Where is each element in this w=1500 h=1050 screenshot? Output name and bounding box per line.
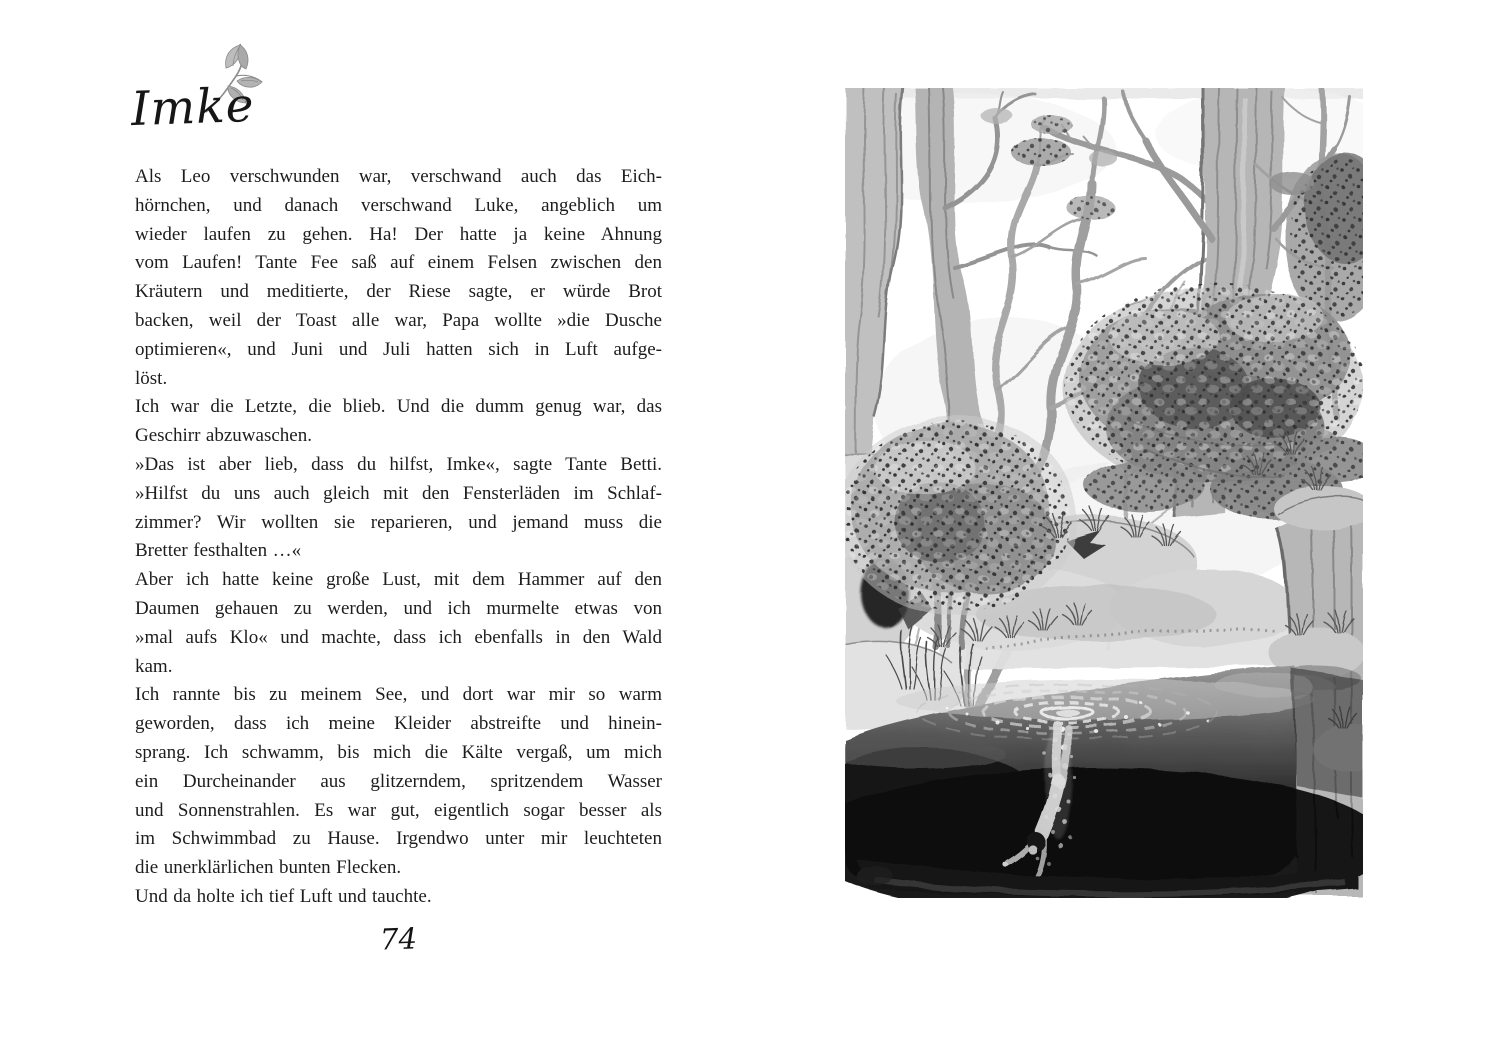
text-line: optimieren«, und Juni und Juli hatten sich in Luft aufge-	[135, 338, 662, 360]
text-line: Ich war die Letzte, die blieb. Und die dumm genug war, das	[135, 396, 662, 418]
text-line: Ich rannte bis zu meinem See, und dort war mir so warm	[135, 684, 662, 706]
text-line: »Das ist aber lieb, dass du hilfst, Imke«, sagte Tante Betti.	[135, 453, 662, 475]
text-line: Aber ich hatte keine große Lust, mit dem Hammer auf den	[135, 569, 662, 591]
text-line: geworden, dass ich meine Kleider abstreifte und hinein-	[135, 713, 662, 735]
text-line: Als Leo verschwunden war, verschwand auch das Eich-	[135, 166, 662, 187]
text-line: Daumen gehauen zu werden, und ich murmelte etwas von	[135, 597, 662, 619]
paragraph	[135, 566, 662, 681]
paragraph	[135, 681, 662, 883]
chapter-header	[0, 0, 750, 160]
text-line: Und da holte ich tief Luft und tauchte.	[135, 885, 432, 907]
text-line: kam.	[135, 655, 173, 677]
text-line: sprang. Ich schwamm, bis mich die Kälte vergaß, um mich	[135, 741, 662, 763]
text-line: im Schwimmbad zu Hause. Irgendwo unter mir leuchteten	[135, 828, 662, 850]
text-line: »Hilfst du uns auch gleich mit den Fensterläden im Schlaf-	[135, 482, 662, 504]
text-line: Geschirr abzuwaschen.	[135, 425, 312, 447]
pond	[845, 666, 1363, 898]
text-line: die unerklärlichen bunten Flecken.	[135, 857, 402, 879]
paragraph	[135, 451, 662, 566]
text-line: backen, weil der Toast alle war, Papa wollte »die Dusche	[135, 309, 662, 331]
text-line: Kräutern und meditierte, der Riese sagte, er würde Brot	[135, 281, 662, 303]
text-line: vom Laufen! Tante Fee saß auf einem Felsen zwischen den	[135, 252, 662, 274]
paragraph	[135, 163, 662, 393]
text-line: ein Durcheinander aus glitzerndem, spritzendem Wasser	[135, 770, 662, 792]
forest-pond-illustration	[845, 88, 1363, 898]
text-line: löst.	[135, 367, 168, 389]
paragraph	[135, 883, 662, 912]
text-line: zimmer? Wir wollten sie reparieren, und jemand muss die	[135, 511, 662, 533]
illustration-figure	[845, 88, 1363, 898]
text-line: und Sonnenstrahlen. Es war gut, eigentlich sogar besser als	[135, 799, 662, 821]
right-page	[750, 0, 1500, 1050]
chapter-title: Imke	[130, 77, 256, 138]
text-line: Bretter festhalten …«	[135, 540, 302, 562]
page-number: 74	[379, 921, 418, 957]
paragraph	[135, 393, 662, 451]
text-line: hörnchen, und danach verschwand Luke, angeblich um	[135, 194, 662, 216]
text-line: wieder laufen zu gehen. Ha! Der hatte ja keine Ahnung	[135, 223, 662, 245]
text-line: »mal aufs Klo« und machte, dass ich ebenfalls in den Wald	[135, 626, 662, 648]
body-text	[135, 163, 662, 912]
main-canopy	[1063, 283, 1363, 520]
